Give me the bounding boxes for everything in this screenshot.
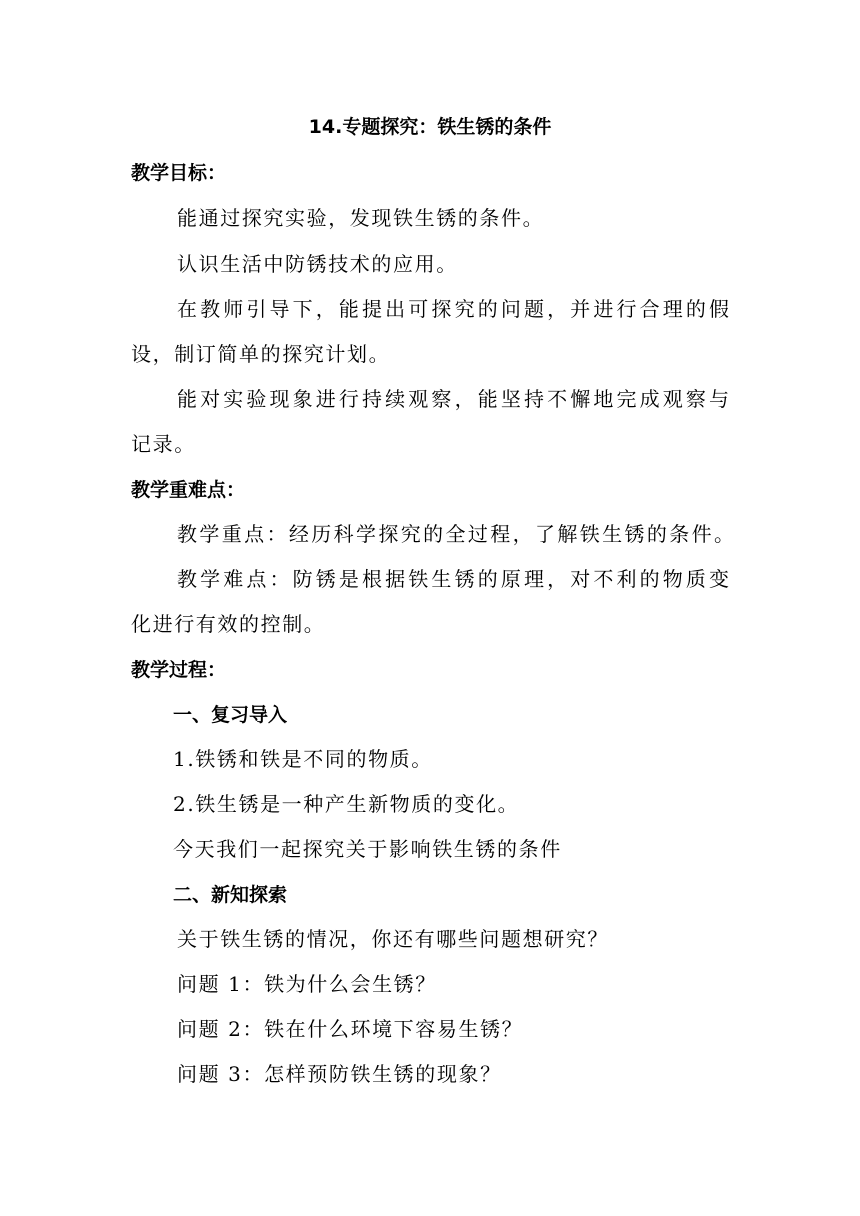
objective-line-2: 认识生活中防锈技术的应用。 — [177, 252, 458, 276]
explore-line-2: 问题 1：铁为什么会生锈？ — [177, 972, 437, 996]
key-point-line-1: 教学重点：经历科学探究的全过程，了解铁生锈的条件。 — [177, 522, 734, 546]
key-point-line-2: 教学难点：防锈是根据铁生锈的原理，对不利的物质变 — [177, 567, 729, 591]
explore-heading: 二、新知探索 — [173, 884, 288, 906]
explore-line-4: 问题 3：怎样预防铁生锈的现象？ — [177, 1062, 502, 1086]
review-line-1: 1.铁锈和铁是不同的物质。 — [173, 747, 433, 771]
objective-line-6: 记录。 — [131, 432, 196, 456]
objectives-heading: 教学目标： — [131, 162, 227, 184]
key-points-heading: 教学重难点： — [131, 479, 246, 501]
objective-line-1: 能通过探究实验，发现铁生锈的条件。 — [177, 206, 545, 230]
objective-line-4: 设，制订简单的探究计划。 — [131, 342, 391, 366]
document-title: 14.专题探究：铁生锈的条件 — [308, 116, 552, 138]
objective-line-3: 在教师引导下，能提出可探究的问题，并进行合理的假 — [177, 297, 729, 321]
explore-line-3: 问题 2：铁在什么环境下容易生锈？ — [177, 1017, 524, 1041]
process-heading: 教学过程： — [131, 659, 227, 681]
review-heading: 一、复习导入 — [173, 704, 288, 726]
explore-line-1: 关于铁生锈的情况，你还有哪些问题想研究？ — [177, 927, 609, 951]
review-line-3: 今天我们一起探究关于影响铁生锈的条件 — [173, 837, 562, 861]
objective-line-5: 能对实验现象进行持续观察，能坚持不懈地完成观察与 — [177, 387, 729, 411]
review-line-2: 2.铁生锈是一种产生新物质的变化。 — [173, 792, 520, 816]
key-point-line-3: 化进行有效的控制。 — [131, 612, 326, 636]
